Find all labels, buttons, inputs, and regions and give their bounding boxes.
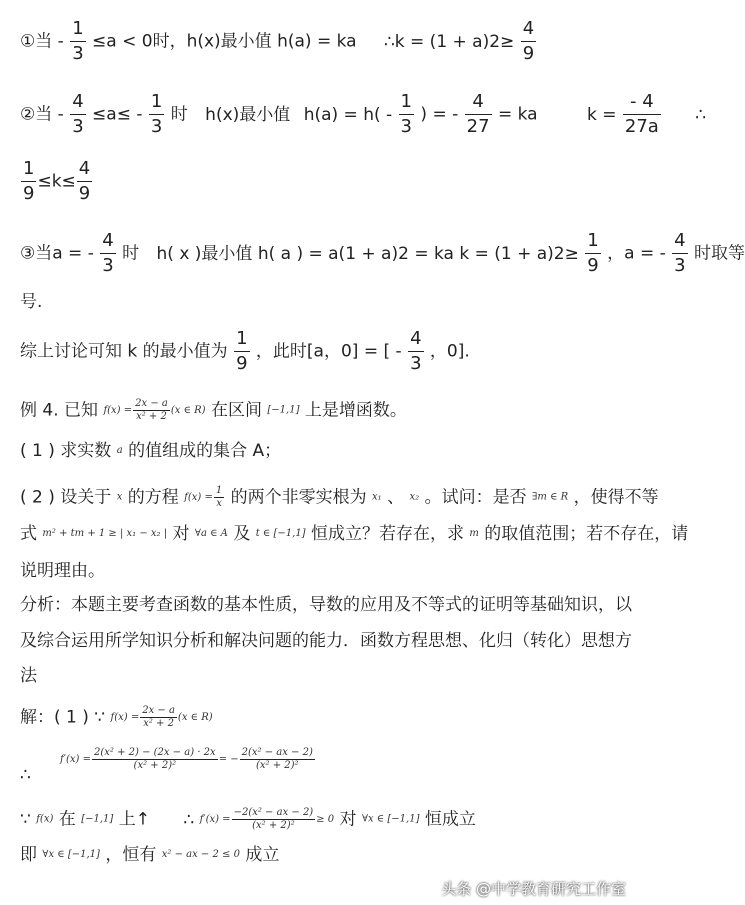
case-2-text: h(x)最小值 bbox=[205, 104, 291, 125]
case-2-text: ≤a≤ - bbox=[92, 104, 143, 125]
case-3-text: ③当a = - bbox=[20, 243, 94, 264]
math-inline: ∃m ∈ R bbox=[531, 491, 569, 503]
question-text: ( 2 ) 设关于 bbox=[20, 487, 112, 508]
summary-line bbox=[20, 330, 470, 373]
fraction: $\frac{1}{3}$ bbox=[150, 91, 163, 137]
question-text: 、 bbox=[387, 487, 405, 508]
solution-text: 即 bbox=[20, 845, 37, 865]
case-2-range-text: ≤k≤ bbox=[37, 171, 76, 192]
case-2-text: h(a) = h( - bbox=[303, 104, 393, 125]
example-text: 例 4. 已知 bbox=[20, 400, 99, 421]
question-text: 及 bbox=[233, 524, 251, 544]
case-1-lead: ①当 - bbox=[20, 31, 64, 52]
math-inline: m² + tm + 1 ≥ | x₁ − x₂ | bbox=[42, 528, 168, 539]
question-text: 的值组成的集合 A； bbox=[128, 441, 282, 461]
question-text: 的取值范围；若不存在，请 bbox=[484, 524, 689, 544]
case-1-text: ≤a < 0时，h(x)最小值 h(a) = ka bbox=[92, 31, 357, 52]
condition-line bbox=[20, 844, 279, 866]
question-text: 。试问：是否 bbox=[424, 487, 527, 508]
math-formula: f(x) = $\frac{2x - a}{\text{x² + 2}}$ (x ∈ R) bbox=[110, 705, 213, 729]
case-2-text: ∴ bbox=[695, 104, 707, 125]
fraction: $\frac{- 4}{27a}$ bbox=[624, 91, 659, 137]
math-inline: ∀x ∈ [−1,1] bbox=[42, 849, 100, 860]
math-inline: m bbox=[469, 528, 479, 539]
fraction: $\frac{4}{9}$ bbox=[522, 18, 535, 64]
solution-text: ∵ bbox=[20, 809, 31, 830]
solution-text: 解：( 1 ) ∵ bbox=[20, 707, 106, 728]
math-formula: f′(x) = $\frac{\text{2(x² + 2) − (2x − a) · 2x}}{\text{(x² + 2)²}}$ = − $\frac{\text{2(x² − ax − 2)}}{\text{(x² + 2)²}}$ bbox=[60, 747, 313, 771]
case-3-text: ，a = - bbox=[607, 243, 666, 264]
case-3-text: 时取等 bbox=[694, 243, 745, 264]
fraction: $\frac{1}{9}$ bbox=[23, 158, 35, 204]
fraction: $\frac{4}{9}$ bbox=[78, 158, 91, 204]
case-3-tail: 号. bbox=[20, 292, 43, 312]
math-inline: [−1,1] bbox=[81, 813, 114, 825]
summary-text: ，此时[a，0] = [ - bbox=[255, 341, 402, 362]
analysis-line-3: 法 bbox=[20, 666, 37, 686]
solution-text: 对 bbox=[339, 809, 357, 830]
fraction: $\frac{4}{3}$ bbox=[102, 230, 114, 276]
math-inline: t ∈ [−1,1] bbox=[255, 528, 306, 539]
summary-text: 综上讨论可知 k 的最小值为 bbox=[20, 341, 228, 362]
case-2-text: = ka bbox=[497, 104, 538, 125]
math-inline: ∀a ∈ A bbox=[194, 528, 228, 539]
case-3-text: 时 bbox=[122, 243, 140, 264]
question-text: ，使得不等 bbox=[573, 487, 659, 508]
math-formula: f(x) = $\frac{2x - a}{\text{x² + 2}}$ (x ∈ R) bbox=[103, 398, 206, 422]
solution-text: 恒成立 bbox=[424, 809, 476, 830]
case-2-text: k = bbox=[586, 104, 617, 125]
question-1 bbox=[20, 440, 281, 462]
math-inline: ∀x ∈ [−1,1] bbox=[361, 813, 420, 825]
fraction: $\frac{1}{3}$ bbox=[72, 18, 84, 64]
case-3-text: h( x )最小值 h( a ) = a(1 + a)2 = ka k = (1 + a)2≥ bbox=[156, 243, 579, 264]
question-2 bbox=[20, 486, 659, 509]
math-inline: a bbox=[116, 445, 123, 456]
fraction: $\frac{4}{3}$ bbox=[72, 91, 84, 137]
question-text: 的方程 bbox=[127, 487, 179, 508]
monotone-line bbox=[20, 808, 476, 831]
example-4-heading bbox=[20, 399, 407, 422]
case-3-line bbox=[20, 232, 745, 275]
case-2-text: 时 bbox=[170, 104, 188, 125]
question-text: 恒成立？若存在，求 bbox=[311, 524, 464, 544]
solution-text: ，恒有 bbox=[105, 845, 157, 865]
question-text: 式 bbox=[20, 524, 37, 544]
question-text: ( 1 ) 求实数 bbox=[20, 441, 112, 461]
analysis-line-2: 及综合运用所学知识分析和解决问题的能力．函数方程思想、化归（转化）思想方 bbox=[20, 631, 632, 651]
math-inline: x₂ bbox=[409, 491, 420, 503]
case-1-line bbox=[20, 20, 537, 63]
example-text: 上是增函数。 bbox=[304, 400, 407, 421]
solution-text: 在 bbox=[58, 809, 76, 830]
question-2-end: 说明理由。 bbox=[20, 561, 105, 581]
question-text: 对 bbox=[172, 524, 190, 544]
math-inline: f(x) bbox=[36, 813, 54, 825]
math-inline: x bbox=[116, 491, 123, 503]
fraction: $\frac{1}{3}$ bbox=[400, 91, 412, 137]
math-inline: x₁ bbox=[372, 491, 382, 503]
derivative-line bbox=[20, 748, 316, 771]
analysis-line-1: 分析：本题主要考查函数的基本性质，导数的应用及不等式的证明等基础知识，以 bbox=[20, 595, 632, 615]
fraction: $\frac{4}{3}$ bbox=[674, 230, 686, 276]
question-2-cont bbox=[20, 523, 688, 545]
question-text: 的两个非零实根为 bbox=[230, 487, 367, 508]
math-formula: f′(x) = $\frac{\text{−2(x² − ax − 2)}}{\text{(x² + 2)²}}$ ≥ 0 bbox=[199, 807, 335, 831]
math-inline: x² − ax − 2 ≤ 0 bbox=[161, 849, 240, 860]
case-1-conclusion: ∴k = (1 + a)2≥ bbox=[383, 31, 515, 52]
case-2-range-line bbox=[20, 160, 93, 203]
fraction: $\frac{1}{9}$ bbox=[236, 328, 248, 374]
solution-text: 成立 bbox=[245, 845, 280, 865]
math-formula: f(x) = $\frac{1}{x}$ bbox=[184, 485, 223, 509]
case-2-lead: ②当 - bbox=[20, 104, 64, 125]
fraction: $\frac{4}{3}$ bbox=[410, 328, 422, 374]
solution-text: 上↑ bbox=[118, 809, 150, 830]
case-2-text: ) = - bbox=[420, 104, 459, 125]
case-2-line bbox=[20, 93, 706, 136]
math-inline: [−1,1] bbox=[267, 404, 300, 416]
solution-1-line bbox=[20, 706, 213, 729]
watermark: 头条 @中学教育研究工作室 bbox=[441, 880, 626, 898]
fraction: $\frac{1}{9}$ bbox=[587, 230, 599, 276]
summary-text: ，0]. bbox=[429, 341, 470, 362]
therefore-symbol: ∴ bbox=[20, 765, 31, 785]
example-text: 在区间 bbox=[210, 400, 262, 421]
fraction: $\frac{4}{27}$ bbox=[466, 91, 490, 137]
solution-text: ∴ bbox=[183, 809, 195, 830]
